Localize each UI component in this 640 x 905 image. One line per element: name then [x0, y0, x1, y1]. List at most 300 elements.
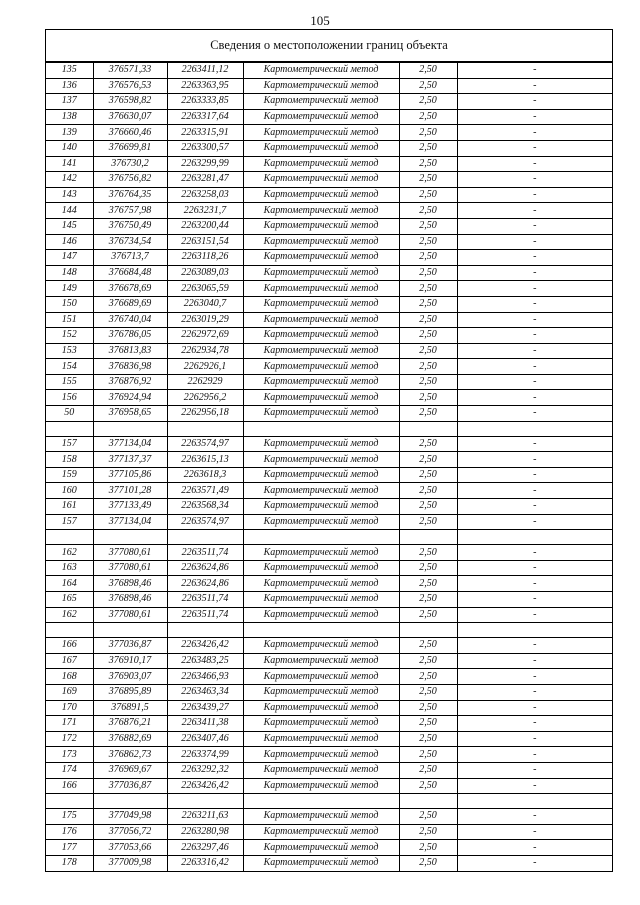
y-coordinate-cell: 2262934,78 — [167, 343, 243, 359]
table-row — [46, 343, 612, 359]
y-coordinate-cell: 2263118,26 — [167, 250, 243, 266]
empty-cell — [46, 530, 93, 545]
y-coordinate-cell: 2263040,7 — [167, 296, 243, 312]
empty-cell — [46, 623, 93, 638]
y-coordinate-cell: 2263292,32 — [167, 762, 243, 778]
point-number-cell: 166 — [46, 778, 93, 794]
y-coordinate-cell: 2263317,64 — [167, 109, 243, 125]
x-coordinate-cell: 376598,82 — [93, 94, 167, 110]
y-coordinate-cell: 2263333,85 — [167, 94, 243, 110]
method-cell: Картометрический метод — [243, 78, 399, 94]
empty-cell — [243, 530, 399, 545]
description-cell: - — [457, 140, 612, 156]
table-row — [46, 203, 612, 219]
point-number-cell: 135 — [46, 63, 93, 79]
point-number-cell: 175 — [46, 809, 93, 825]
accuracy-cell: 2,50 — [399, 840, 457, 856]
y-coordinate-cell: 2263439,27 — [167, 700, 243, 716]
contour-separator-row — [46, 794, 612, 809]
accuracy-cell: 2,50 — [399, 234, 457, 250]
description-cell: - — [457, 762, 612, 778]
accuracy-cell: 2,50 — [399, 78, 457, 94]
method-cell: Картометрический метод — [243, 700, 399, 716]
x-coordinate-cell: 376958,65 — [93, 406, 167, 422]
method-cell: Картометрический метод — [243, 684, 399, 700]
description-cell: - — [457, 187, 612, 203]
y-coordinate-cell: 2263574,97 — [167, 514, 243, 530]
description-cell: - — [457, 374, 612, 390]
table-row — [46, 700, 612, 716]
x-coordinate-cell: 377036,87 — [93, 638, 167, 654]
description-cell: - — [457, 250, 612, 266]
point-number-cell: 50 — [46, 406, 93, 422]
accuracy-cell: 2,50 — [399, 94, 457, 110]
y-coordinate-cell: 2263258,03 — [167, 187, 243, 203]
table-row — [46, 328, 612, 344]
point-number-cell: 177 — [46, 840, 93, 856]
table-row — [46, 312, 612, 328]
table-row — [46, 514, 612, 530]
method-cell: Картометрический метод — [243, 203, 399, 219]
y-coordinate-cell: 2263407,46 — [167, 731, 243, 747]
table-row — [46, 607, 612, 623]
point-number-cell: 142 — [46, 172, 93, 188]
empty-cell — [399, 794, 457, 809]
point-number-cell: 172 — [46, 731, 93, 747]
y-coordinate-cell: 2263411,38 — [167, 716, 243, 732]
method-cell: Картометрический метод — [243, 156, 399, 172]
x-coordinate-cell: 376576,53 — [93, 78, 167, 94]
description-cell: - — [457, 359, 612, 375]
y-coordinate-cell: 2263151,54 — [167, 234, 243, 250]
accuracy-cell: 2,50 — [399, 328, 457, 344]
method-cell: Картометрический метод — [243, 63, 399, 79]
coordinates-table — [46, 62, 612, 872]
boundary-section — [45, 29, 613, 872]
accuracy-cell: 2,50 — [399, 483, 457, 499]
x-coordinate-cell: 376898,46 — [93, 576, 167, 592]
empty-cell — [243, 623, 399, 638]
accuracy-cell: 2,50 — [399, 731, 457, 747]
accuracy-cell: 2,50 — [399, 669, 457, 685]
point-number-cell: 138 — [46, 109, 93, 125]
description-cell: - — [457, 684, 612, 700]
table-row — [46, 716, 612, 732]
method-cell: Картометрический метод — [243, 653, 399, 669]
method-cell: Картометрический метод — [243, 343, 399, 359]
accuracy-cell: 2,50 — [399, 436, 457, 452]
method-cell: Картометрический метод — [243, 747, 399, 763]
accuracy-cell: 2,50 — [399, 653, 457, 669]
method-cell: Картометрический метод — [243, 576, 399, 592]
y-coordinate-cell: 2263618,3 — [167, 467, 243, 483]
table-row — [46, 218, 612, 234]
y-coordinate-cell: 2263426,42 — [167, 638, 243, 654]
accuracy-cell: 2,50 — [399, 778, 457, 794]
method-cell: Картометрический метод — [243, 731, 399, 747]
accuracy-cell: 2,50 — [399, 359, 457, 375]
description-cell: - — [457, 281, 612, 297]
y-coordinate-cell: 2263300,57 — [167, 140, 243, 156]
method-cell: Картометрический метод — [243, 328, 399, 344]
point-number-cell: 151 — [46, 312, 93, 328]
description-cell: - — [457, 545, 612, 561]
table-row — [46, 109, 612, 125]
y-coordinate-cell: 2263411,12 — [167, 63, 243, 79]
table-row — [46, 592, 612, 608]
empty-cell — [167, 530, 243, 545]
y-coordinate-cell: 2263299,99 — [167, 156, 243, 172]
accuracy-cell: 2,50 — [399, 824, 457, 840]
accuracy-cell: 2,50 — [399, 607, 457, 623]
method-cell: Картометрический метод — [243, 638, 399, 654]
description-cell: - — [457, 809, 612, 825]
empty-cell — [167, 623, 243, 638]
method-cell: Картометрический метод — [243, 824, 399, 840]
method-cell: Картометрический метод — [243, 172, 399, 188]
accuracy-cell: 2,50 — [399, 809, 457, 825]
point-number-cell: 162 — [46, 607, 93, 623]
point-number-cell: 147 — [46, 250, 93, 266]
accuracy-cell: 2,50 — [399, 125, 457, 141]
method-cell: Картометрический метод — [243, 762, 399, 778]
table-row — [46, 374, 612, 390]
accuracy-cell: 2,50 — [399, 592, 457, 608]
table-row — [46, 669, 612, 685]
table-row — [46, 63, 612, 79]
x-coordinate-cell: 377056,72 — [93, 824, 167, 840]
empty-cell — [457, 623, 612, 638]
description-cell: - — [457, 747, 612, 763]
table-row — [46, 436, 612, 452]
point-number-cell: 143 — [46, 187, 93, 203]
point-number-cell: 148 — [46, 265, 93, 281]
x-coordinate-cell: 377134,04 — [93, 514, 167, 530]
point-number-cell: 168 — [46, 669, 93, 685]
table-row — [46, 467, 612, 483]
table-row — [46, 653, 612, 669]
table-row — [46, 483, 612, 499]
method-cell: Картометрический метод — [243, 809, 399, 825]
description-cell: - — [457, 218, 612, 234]
table-row — [46, 125, 612, 141]
accuracy-cell: 2,50 — [399, 390, 457, 406]
accuracy-cell: 2,50 — [399, 281, 457, 297]
point-number-cell: 150 — [46, 296, 93, 312]
point-number-cell: 156 — [46, 390, 93, 406]
accuracy-cell: 2,50 — [399, 140, 457, 156]
x-coordinate-cell: 376734,54 — [93, 234, 167, 250]
accuracy-cell: 2,50 — [399, 250, 457, 266]
accuracy-cell: 2,50 — [399, 312, 457, 328]
x-coordinate-cell: 376678,69 — [93, 281, 167, 297]
y-coordinate-cell: 2263280,98 — [167, 824, 243, 840]
accuracy-cell: 2,50 — [399, 452, 457, 468]
method-cell: Картометрический метод — [243, 778, 399, 794]
x-coordinate-cell: 376876,21 — [93, 716, 167, 732]
x-coordinate-cell: 377101,28 — [93, 483, 167, 499]
point-number-cell: 149 — [46, 281, 93, 297]
y-coordinate-cell: 2262956,18 — [167, 406, 243, 422]
description-cell: - — [457, 731, 612, 747]
description-cell: - — [457, 172, 612, 188]
method-cell: Картометрический метод — [243, 545, 399, 561]
empty-cell — [93, 421, 167, 436]
table-row — [46, 94, 612, 110]
table-row — [46, 731, 612, 747]
method-cell: Картометрический метод — [243, 374, 399, 390]
accuracy-cell: 2,50 — [399, 545, 457, 561]
y-coordinate-cell: 2263466,93 — [167, 669, 243, 685]
point-number-cell: 164 — [46, 576, 93, 592]
point-number-cell: 170 — [46, 700, 93, 716]
accuracy-cell: 2,50 — [399, 218, 457, 234]
point-number-cell: 176 — [46, 824, 93, 840]
point-number-cell: 166 — [46, 638, 93, 654]
method-cell: Картометрический метод — [243, 840, 399, 856]
method-cell: Картометрический метод — [243, 467, 399, 483]
empty-cell — [457, 794, 612, 809]
point-number-cell: 152 — [46, 328, 93, 344]
x-coordinate-cell: 376630,07 — [93, 109, 167, 125]
point-number-cell: 137 — [46, 94, 93, 110]
accuracy-cell: 2,50 — [399, 700, 457, 716]
y-coordinate-cell: 2263571,49 — [167, 483, 243, 499]
accuracy-cell: 2,50 — [399, 374, 457, 390]
contour-separator-row — [46, 421, 612, 436]
x-coordinate-cell: 377080,61 — [93, 560, 167, 576]
y-coordinate-cell: 2263463,34 — [167, 684, 243, 700]
empty-cell — [243, 794, 399, 809]
description-cell: - — [457, 638, 612, 654]
x-coordinate-cell: 376876,92 — [93, 374, 167, 390]
x-coordinate-cell: 376689,69 — [93, 296, 167, 312]
table-row — [46, 140, 612, 156]
method-cell: Картометрический метод — [243, 125, 399, 141]
point-number-cell: 139 — [46, 125, 93, 141]
accuracy-cell: 2,50 — [399, 109, 457, 125]
description-cell: - — [457, 467, 612, 483]
x-coordinate-cell: 377080,61 — [93, 607, 167, 623]
point-number-cell: 158 — [46, 452, 93, 468]
page-number: 105 — [310, 13, 330, 28]
description-cell: - — [457, 778, 612, 794]
x-coordinate-cell: 376740,04 — [93, 312, 167, 328]
point-number-cell: 173 — [46, 747, 93, 763]
point-number-cell: 165 — [46, 592, 93, 608]
point-number-cell: 141 — [46, 156, 93, 172]
accuracy-cell: 2,50 — [399, 172, 457, 188]
description-cell: - — [457, 94, 612, 110]
empty-cell — [93, 623, 167, 638]
x-coordinate-cell: 376895,89 — [93, 684, 167, 700]
x-coordinate-cell: 376756,82 — [93, 172, 167, 188]
description-cell: - — [457, 78, 612, 94]
table-row — [46, 390, 612, 406]
method-cell: Картометрический метод — [243, 669, 399, 685]
description-cell: - — [457, 328, 612, 344]
accuracy-cell: 2,50 — [399, 514, 457, 530]
y-coordinate-cell: 2263089,03 — [167, 265, 243, 281]
point-number-cell: 157 — [46, 514, 93, 530]
method-cell: Картометрический метод — [243, 390, 399, 406]
description-cell: - — [457, 63, 612, 79]
description-cell: - — [457, 840, 612, 856]
description-cell: - — [457, 592, 612, 608]
description-cell: - — [457, 669, 612, 685]
method-cell: Картометрический метод — [243, 281, 399, 297]
y-coordinate-cell: 2263511,74 — [167, 545, 243, 561]
point-number-cell: 146 — [46, 234, 93, 250]
point-number-cell: 167 — [46, 653, 93, 669]
x-coordinate-cell: 376836,98 — [93, 359, 167, 375]
point-number-cell: 136 — [46, 78, 93, 94]
x-coordinate-cell: 376924,94 — [93, 390, 167, 406]
x-coordinate-cell: 376684,48 — [93, 265, 167, 281]
x-coordinate-cell: 376571,33 — [93, 63, 167, 79]
contour-separator-row — [46, 623, 612, 638]
table-row — [46, 778, 612, 794]
table-row — [46, 747, 612, 763]
method-cell: Картометрический метод — [243, 514, 399, 530]
x-coordinate-cell: 376813,83 — [93, 343, 167, 359]
point-number-cell: 153 — [46, 343, 93, 359]
empty-cell — [46, 421, 93, 436]
method-cell: Картометрический метод — [243, 607, 399, 623]
point-number-cell: 155 — [46, 374, 93, 390]
description-cell: - — [457, 343, 612, 359]
point-number-cell: 174 — [46, 762, 93, 778]
empty-cell — [46, 794, 93, 809]
x-coordinate-cell: 376764,35 — [93, 187, 167, 203]
accuracy-cell: 2,50 — [399, 296, 457, 312]
y-coordinate-cell: 2263211,63 — [167, 809, 243, 825]
y-coordinate-cell: 2263316,42 — [167, 855, 243, 871]
accuracy-cell: 2,50 — [399, 187, 457, 203]
method-cell: Картометрический метод — [243, 855, 399, 871]
x-coordinate-cell: 376699,81 — [93, 140, 167, 156]
method-cell: Картометрический метод — [243, 436, 399, 452]
description-cell: - — [457, 109, 612, 125]
point-number-cell: 162 — [46, 545, 93, 561]
method-cell: Картометрический метод — [243, 296, 399, 312]
x-coordinate-cell: 376898,46 — [93, 592, 167, 608]
method-cell: Картометрический метод — [243, 592, 399, 608]
table-row — [46, 499, 612, 515]
method-cell: Картометрический метод — [243, 560, 399, 576]
description-cell: - — [457, 514, 612, 530]
table-row — [46, 234, 612, 250]
table-row — [46, 576, 612, 592]
point-number-cell: 169 — [46, 684, 93, 700]
point-number-cell: 140 — [46, 140, 93, 156]
table-row — [46, 359, 612, 375]
table-row — [46, 855, 612, 871]
table-row — [46, 406, 612, 422]
y-coordinate-cell: 2263511,74 — [167, 592, 243, 608]
accuracy-cell: 2,50 — [399, 560, 457, 576]
description-cell: - — [457, 203, 612, 219]
description-cell: - — [457, 716, 612, 732]
y-coordinate-cell: 2262929 — [167, 374, 243, 390]
point-number-cell: 154 — [46, 359, 93, 375]
x-coordinate-cell: 376660,46 — [93, 125, 167, 141]
accuracy-cell: 2,50 — [399, 747, 457, 763]
table-row — [46, 172, 612, 188]
accuracy-cell: 2,50 — [399, 762, 457, 778]
table-row — [46, 78, 612, 94]
table-row — [46, 545, 612, 561]
accuracy-cell: 2,50 — [399, 265, 457, 281]
x-coordinate-cell: 376910,17 — [93, 653, 167, 669]
description-cell: - — [457, 265, 612, 281]
method-cell: Картометрический метод — [243, 250, 399, 266]
method-cell: Картометрический метод — [243, 218, 399, 234]
empty-cell — [399, 530, 457, 545]
description-cell: - — [457, 824, 612, 840]
table-row — [46, 840, 612, 856]
point-number-cell: 145 — [46, 218, 93, 234]
method-cell: Картометрический метод — [243, 140, 399, 156]
y-coordinate-cell: 2263568,34 — [167, 499, 243, 515]
method-cell: Картометрический метод — [243, 716, 399, 732]
method-cell: Картометрический метод — [243, 359, 399, 375]
method-cell: Картометрический метод — [243, 452, 399, 468]
accuracy-cell: 2,50 — [399, 576, 457, 592]
y-coordinate-cell: 2263574,97 — [167, 436, 243, 452]
x-coordinate-cell: 377133,49 — [93, 499, 167, 515]
y-coordinate-cell: 2263315,91 — [167, 125, 243, 141]
table-row — [46, 187, 612, 203]
y-coordinate-cell: 2262926,1 — [167, 359, 243, 375]
table-row — [46, 684, 612, 700]
description-cell: - — [457, 607, 612, 623]
x-coordinate-cell: 377134,04 — [93, 436, 167, 452]
empty-cell — [457, 530, 612, 545]
empty-cell — [167, 794, 243, 809]
y-coordinate-cell: 2262956,2 — [167, 390, 243, 406]
empty-cell — [399, 421, 457, 436]
x-coordinate-cell: 377105,86 — [93, 467, 167, 483]
empty-cell — [457, 421, 612, 436]
x-coordinate-cell: 377049,98 — [93, 809, 167, 825]
x-coordinate-cell: 376713,7 — [93, 250, 167, 266]
description-cell: - — [457, 436, 612, 452]
empty-cell — [243, 421, 399, 436]
section-title: Сведения о местоположении границ объекта — [46, 30, 612, 62]
accuracy-cell: 2,50 — [399, 855, 457, 871]
y-coordinate-cell: 2263065,59 — [167, 281, 243, 297]
table-row — [46, 638, 612, 654]
description-cell: - — [457, 653, 612, 669]
method-cell: Картометрический метод — [243, 265, 399, 281]
description-cell: - — [457, 499, 612, 515]
method-cell: Картометрический метод — [243, 483, 399, 499]
y-coordinate-cell: 2263019,29 — [167, 312, 243, 328]
y-coordinate-cell: 2263281,47 — [167, 172, 243, 188]
description-cell: - — [457, 156, 612, 172]
point-number-cell: 159 — [46, 467, 93, 483]
table-row — [46, 250, 612, 266]
description-cell: - — [457, 390, 612, 406]
description-cell: - — [457, 234, 612, 250]
accuracy-cell: 2,50 — [399, 63, 457, 79]
empty-cell — [399, 623, 457, 638]
description-cell: - — [457, 483, 612, 499]
x-coordinate-cell: 376757,98 — [93, 203, 167, 219]
table-row — [46, 762, 612, 778]
accuracy-cell: 2,50 — [399, 467, 457, 483]
